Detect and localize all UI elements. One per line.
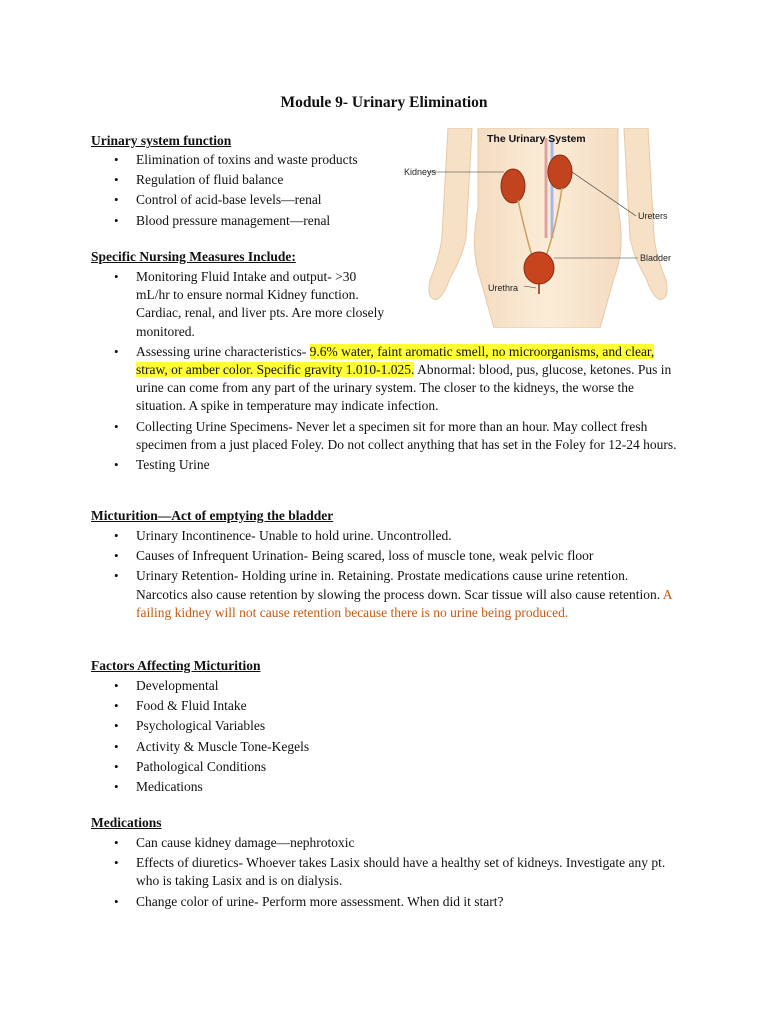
ureters-label: Ureters (638, 211, 668, 221)
section-heading-nursing: Specific Nursing Measures Include: (91, 249, 296, 264)
list-item: • Food & Fluid Intake (91, 697, 681, 715)
page-title: Module 9- Urinary Elimination (280, 94, 488, 111)
list-item: • Activity & Muscle Tone-Kegels (91, 738, 681, 756)
retention-text: Urinary Retention- Holding urine in. Retaining. Prostate medications cause urine retention. Narcotics also cause retention by slowing the process down. Scar tissue will also cause retention. (136, 568, 663, 602)
list-item: • Developmental (91, 677, 681, 695)
bladder-label: Bladder (640, 253, 672, 263)
figure-title: The Urinary System (487, 133, 586, 145)
section-heading-function: Urinary system function (91, 133, 232, 148)
list-item: • Elimination of toxins and waste products (91, 151, 391, 169)
kidneys-label: Kidneys (404, 167, 437, 177)
list-item: • Control of acid-base levels—renal (91, 191, 391, 209)
micturition-list (91, 527, 681, 624)
list-item: • Change color of urine- Perform more assessment. When did it start? (91, 893, 681, 911)
list-item: • Urinary Incontinence- Unable to hold urine. Uncontrolled. (91, 527, 681, 545)
medications-list (91, 834, 681, 913)
list-item: • Testing Urine (91, 456, 681, 474)
list-item: • Psychological Variables (91, 717, 681, 735)
section-heading-micturition: Micturition—Act of emptying the bladder (91, 508, 334, 523)
urethra-label: Urethra (488, 283, 519, 293)
list-item (91, 567, 681, 622)
highlighted-text: 9.6% water, faint aromatic smell, no microorganisms, and clear, straw, or amber color. Specific gravity 1.010-1.025. (136, 343, 655, 378)
list-item: • Can cause kidney damage—nephrotoxic (91, 834, 681, 852)
list-item: • Causes of Infrequent Urination- Being scared, loss of muscle tone, weak pelvic floor (91, 547, 681, 565)
list-item: • Collecting Urine Specimens- Never let a specimen sit for more than an hour. May collect fresh specimen from a just placed Foley. Do not collect anything that has set in the Foley for 12-24 hours. (91, 418, 681, 454)
retention-note: A failing kidney will not cause retention because there is no urine being produced. (136, 586, 672, 620)
list-item (91, 343, 681, 416)
list-item: • Pathological Conditions (91, 758, 681, 776)
left-kidney-shape (501, 169, 525, 203)
right-kidney-shape (548, 155, 572, 189)
urine-text-pre: Assessing urine characteristics- (136, 343, 310, 359)
function-list (91, 151, 391, 232)
list-item: • Effects of diuretics- Whoever takes Lasix should have a healthy set of kidneys. Investigate any pt. who is taking Lasix and is on dialysis. (91, 854, 681, 890)
urine-text-post: Abnormal: blood, pus, glucose, ketones. Pus in urine can come from any part of the urinary system. The closer to the kidneys, the worse the situation. A spike in temperature may indicate infection. (136, 362, 672, 414)
list-item: • Blood pressure management—renal (91, 212, 391, 230)
list-item: • Monitoring Fluid Intake and output- >30 mL/hr to ensure normal Kidney function. Cardiac, renal, and liver pts. Are more closely monitored. (91, 268, 386, 341)
nursing-list (91, 268, 681, 476)
section-heading-factors: Factors Affecting Micturition (91, 658, 261, 673)
list-item: • Medications (91, 778, 681, 796)
factors-list (91, 677, 681, 798)
list-item: • Regulation of fluid balance (91, 171, 391, 189)
section-heading-medications: Medications (91, 815, 162, 830)
